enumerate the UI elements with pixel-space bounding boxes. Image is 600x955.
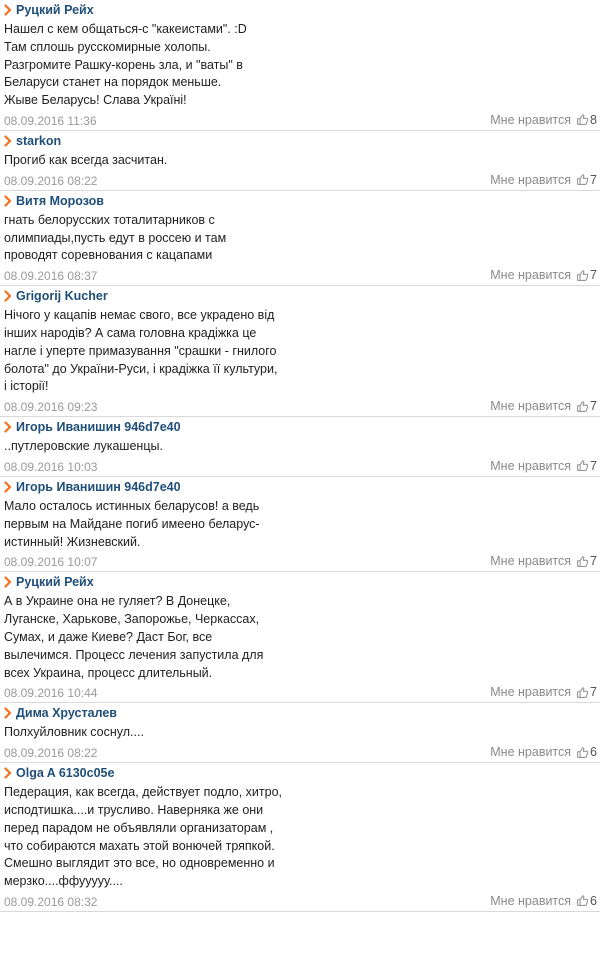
chevron-right-icon [3,480,13,494]
comment-header [0,191,600,211]
comment-header [0,703,600,723]
comment-author[interactable]: Руцкий Рейх [16,3,94,17]
comment-item [0,286,600,417]
like-count: 7 [590,458,597,473]
like-area [490,745,597,759]
comment-author[interactable]: Дима Хрусталев [16,706,117,721]
comment-text: Нашел с кем общаться-с "какеистами". :D Там сплошь русскомирные холопы. Разгромите Рашку-корень зла, и "ваты" в Беларуси станет на порядок меньше. Жыве Беларусь! Слава Україні! [4,22,247,108]
like-area [490,399,597,413]
thumbs-up-icon[interactable] [576,173,589,186]
like-button[interactable]: Мне нравится [490,112,572,127]
thumbs-up-icon[interactable] [576,400,589,413]
like-area [490,113,597,127]
comment-text: А в Украине она не гуляет? В Донецке, Луганске, Харькове, Запорожье, Черкассах, Сумах, и даже Киеве? Даст Бог, все вылечимся. Процесс лечения запустила для всех Украина, процесс длительный. [4,594,264,680]
comment-footer [0,173,600,190]
comment-date: 08.09.2016 10:07 [4,555,98,570]
chevron-right-icon [3,289,13,303]
comment-text: Полхуйловник соснул.... [4,725,144,740]
comment-date: 08.09.2016 10:03 [4,459,98,474]
like-count: 7 [590,399,597,414]
comment-header [0,477,600,497]
comment-item [0,477,600,572]
like-area [490,894,597,908]
comment-header [0,417,600,437]
like-button[interactable]: Мне нравится [490,893,572,908]
like-button[interactable]: Мне нравится [490,554,572,569]
comment-text: ..путлеровские лукашенцы. [4,439,163,454]
like-button[interactable]: Мне нравится [490,745,572,760]
chevron-right-icon [3,194,13,208]
like-button[interactable]: Мне нравится [490,172,572,187]
chevron-right-icon [3,134,13,148]
like-count: 7 [590,268,597,283]
comment-header [0,286,600,306]
comment-text: Нічого у кацапів немає свого, все украдено від інших народів? А сама головна крадіжка це нагле і уперте примазування "срашки - гнилого болота" до України-Руси, і крадіжка її культури, і історії! [4,308,278,394]
comment-author[interactable]: Grigorij Kucher [16,289,108,304]
comment-footer [0,685,600,702]
like-button[interactable]: Мне нравится [490,685,572,700]
comment-date: 08.09.2016 08:37 [4,269,98,284]
comment-text: Прогиб как всегда засчитан. [4,152,168,167]
chevron-right-icon [3,3,13,17]
comment-item [0,703,600,763]
comment-item [0,572,600,703]
like-area [490,685,597,699]
comment-item [0,191,600,286]
comment-footer [0,894,600,911]
comment-footer [0,399,600,416]
comment-author[interactable]: Игорь Иванишин 946d7e40 [16,420,181,435]
like-button[interactable]: Мне нравится [490,458,572,473]
comment-author[interactable]: Olga A 6130c05e [16,766,115,781]
comment-date: 08.09.2016 09:23 [4,400,98,415]
comment-header [0,131,600,151]
comment-footer [0,554,600,571]
comment-author[interactable]: starkon [16,133,62,148]
comment-header [0,0,600,20]
comment-item [0,417,600,477]
thumbs-up-icon[interactable] [576,269,589,282]
comment-item [0,763,600,912]
comment-author[interactable]: Витя Морозов [16,193,104,208]
thumbs-up-icon[interactable] [576,894,589,907]
chevron-right-icon [3,575,13,589]
like-count: 8 [590,112,597,127]
comment-footer [0,268,600,285]
thumbs-up-icon[interactable] [576,459,589,472]
comment-date: 08.09.2016 08:32 [4,894,98,909]
comment-date: 08.09.2016 10:44 [4,686,98,701]
comment-footer [0,745,600,762]
like-button[interactable]: Мне нравится [490,399,572,414]
like-area [490,459,597,473]
comment-footer [0,459,600,476]
thumbs-up-icon[interactable] [576,113,589,126]
comment-text: гнать белорусских тоталитарников с олимпиады,пусть едут в россею и там проводят соревнования с кацапами [4,212,227,263]
thumbs-up-icon[interactable] [576,746,589,759]
like-count: 6 [590,893,597,908]
chevron-right-icon [3,420,13,434]
comment-text: Педерация, как всегда, действует подло, хитро, исподтишка....и трусливо. Наверняка же они перед парадом не объявляли организаторам , что собираются махать этой вонючей тряпкой. Смешно выглядит это все, но одновременно и мерзко....ффууууу.... [4,785,283,889]
comment-item [0,131,600,191]
comment-date: 08.09.2016 11:36 [4,113,97,128]
like-area [490,268,597,282]
thumbs-up-icon[interactable] [576,686,589,699]
like-count: 7 [590,685,597,700]
like-count: 7 [590,172,597,187]
thumbs-up-icon[interactable] [576,555,589,568]
like-count: 6 [590,745,597,760]
comment-date: 08.09.2016 08:22 [4,746,98,761]
comment-date: 08.09.2016 08:22 [4,173,98,188]
comment-author[interactable]: Руцкий Рейх [16,575,94,590]
like-area [490,173,597,187]
comment-author[interactable]: Игорь Иванишин 946d7e40 [16,479,181,494]
comment-header [0,763,600,783]
chevron-right-icon [3,706,13,720]
like-button[interactable]: Мне нравится [490,268,572,283]
comment-header [0,572,600,592]
chevron-right-icon [3,766,13,780]
comment-item [0,0,600,131]
comment-footer [0,113,600,130]
like-count: 7 [590,554,597,569]
comment-text: Мало осталось истинных беларусов! а ведь первым на Майдане погиб имеено беларус- истинный! Жизневский. [4,498,260,549]
like-area [490,554,597,568]
